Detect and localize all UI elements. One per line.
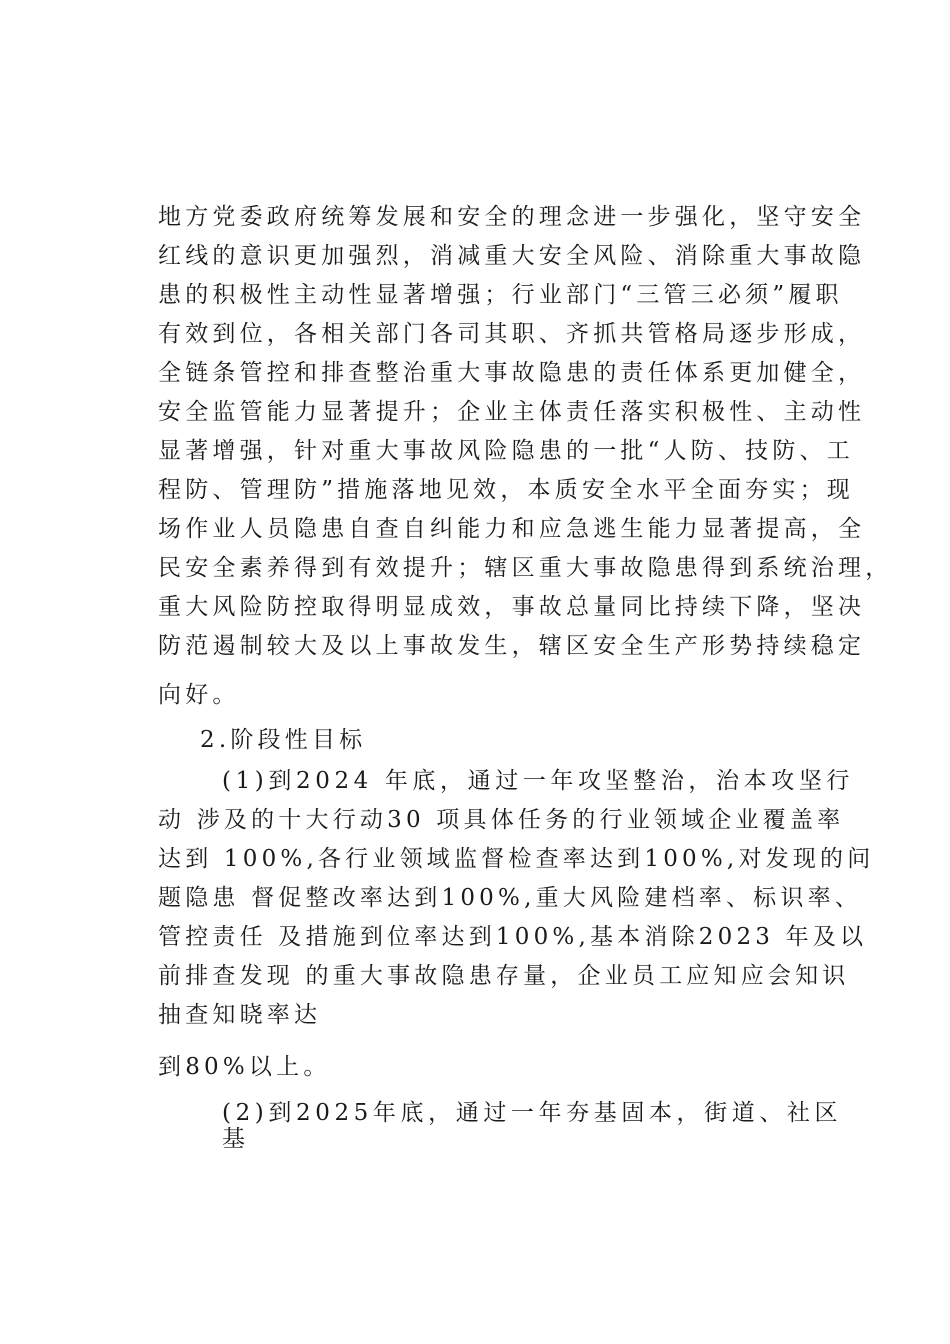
text-line: 题隐患 督促整改率达到100%,重大风险建档率、标识率、 bbox=[158, 885, 862, 911]
text-line: 民安全素养得到有效提升；辖区重大事故隐患得到系统治理， bbox=[158, 555, 893, 581]
text-line: 全链条管控和排查整治重大事故隐患的责任体系更加健全， bbox=[158, 360, 866, 386]
text-line: 患的积极性主动性显著增强；行业部门“三管三必须”履职 bbox=[158, 282, 843, 308]
text-line: 有效到位，各相关部门各司其职、齐抓共管格局逐步形成， bbox=[158, 321, 866, 347]
text-line: (1)到2024 年底，通过一年攻坚整治，治本攻坚行 bbox=[222, 768, 855, 794]
text-line: 基 bbox=[222, 1126, 250, 1152]
text-line: 场作业人员隐患自查自纠能力和应急逃生能力显著提高，全 bbox=[158, 516, 866, 542]
section-heading: 2.阶段性目标 bbox=[200, 727, 367, 753]
text-line: 程防、管理防”措施落地见效，本质安全水平全面夯实；现 bbox=[158, 477, 854, 503]
text-line: 向好。 bbox=[158, 682, 240, 708]
text-line: 红线的意识更加强烈，消减重大安全风险、消除重大事故隐 bbox=[158, 243, 866, 269]
text-line: 抽查知晓率达 bbox=[158, 1002, 322, 1028]
text-line: 管控责任 及措施到位率达到100%,基本消除2023 年及以 bbox=[158, 924, 868, 950]
text-line: (2)到2025年底，通过一年夯基固本，街道、社区 bbox=[222, 1100, 843, 1126]
text-line: 动 涉及的十大行动30 项具体任务的行业领域企业覆盖率 bbox=[158, 807, 845, 833]
text-line: 显著增强，针对重大事故风险隐患的一批“人防、技防、工 bbox=[158, 438, 854, 464]
text-line: 达到 100%,各行业领域监督检查率达到100%,对发现的问 bbox=[158, 846, 875, 872]
text-line: 重大风险防控取得明显成效，事故总量同比持续下降，坚决 bbox=[158, 594, 866, 620]
text-line: 防范遏制较大及以上事故发生，辖区安全生产形势持续稳定 bbox=[158, 633, 866, 659]
text-line: 前排查发现 的重大事故隐患存量，企业员工应知应会知识 bbox=[158, 963, 850, 989]
text-line: 到80%以上。 bbox=[158, 1054, 331, 1080]
text-line: 地方党委政府统筹发展和安全的理念进一步强化，坚守安全 bbox=[158, 204, 866, 230]
text-line: 安全监管能力显著提升；企业主体责任落实积极性、主动性 bbox=[158, 399, 866, 425]
